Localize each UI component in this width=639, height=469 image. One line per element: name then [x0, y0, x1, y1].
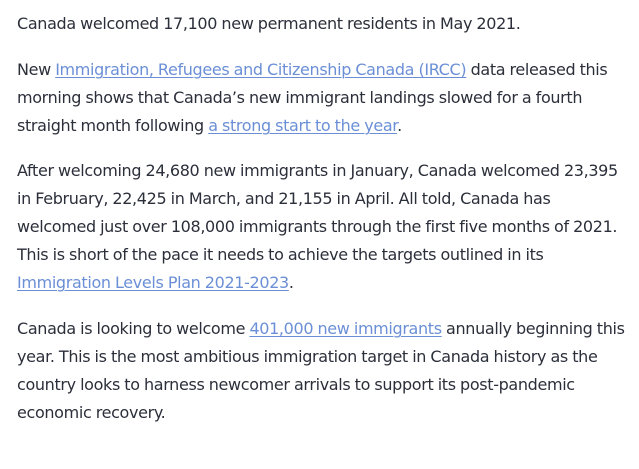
new-immigrants-link[interactable]: 401,000 new immigrants — [249, 319, 442, 338]
paragraph-text: New — [17, 60, 56, 79]
paragraph-text: Canada is looking to welcome — [17, 319, 250, 338]
paragraph-intro-text: Canada welcomed 17,100 new permanent residents in May 2021. — [17, 14, 521, 33]
paragraph-monthly-figures — [17, 157, 633, 297]
paragraph-text: . — [288, 273, 294, 292]
paragraph-text: After welcoming 24,680 new immigrants in January, Canada welcomed 23,395 in February, 22,425 in March, and 21,155 in April. All told, Canada has welcomed just over 108,000 immigrants through the first five months of 2021. This is short of the pace it needs to achieve the targets outlined in its — [17, 161, 618, 264]
paragraph-text: data released this morning shows that Canada’s new immigrant landings slowed for a fourth straight month following — [17, 60, 608, 135]
paragraph-text: . — [397, 116, 402, 135]
paragraph-target — [17, 315, 633, 427]
article-body — [17, 10, 633, 445]
paragraph-text: annually beginning this year. This is the most ambitious immigration target in Canada history as the country looks to harness newcomer arrivals to support its post-pandemic economic recovery. — [17, 319, 625, 422]
levels-plan-link[interactable]: Immigration Levels Plan 2021-2023 — [17, 273, 289, 292]
paragraph-intro — [17, 10, 633, 38]
strong-start-link[interactable]: a strong start to the year — [208, 116, 398, 135]
paragraph-ircc-data — [17, 56, 633, 140]
ircc-link[interactable]: Immigration, Refugees and Citizenship Canada (IRCC) — [55, 60, 467, 79]
